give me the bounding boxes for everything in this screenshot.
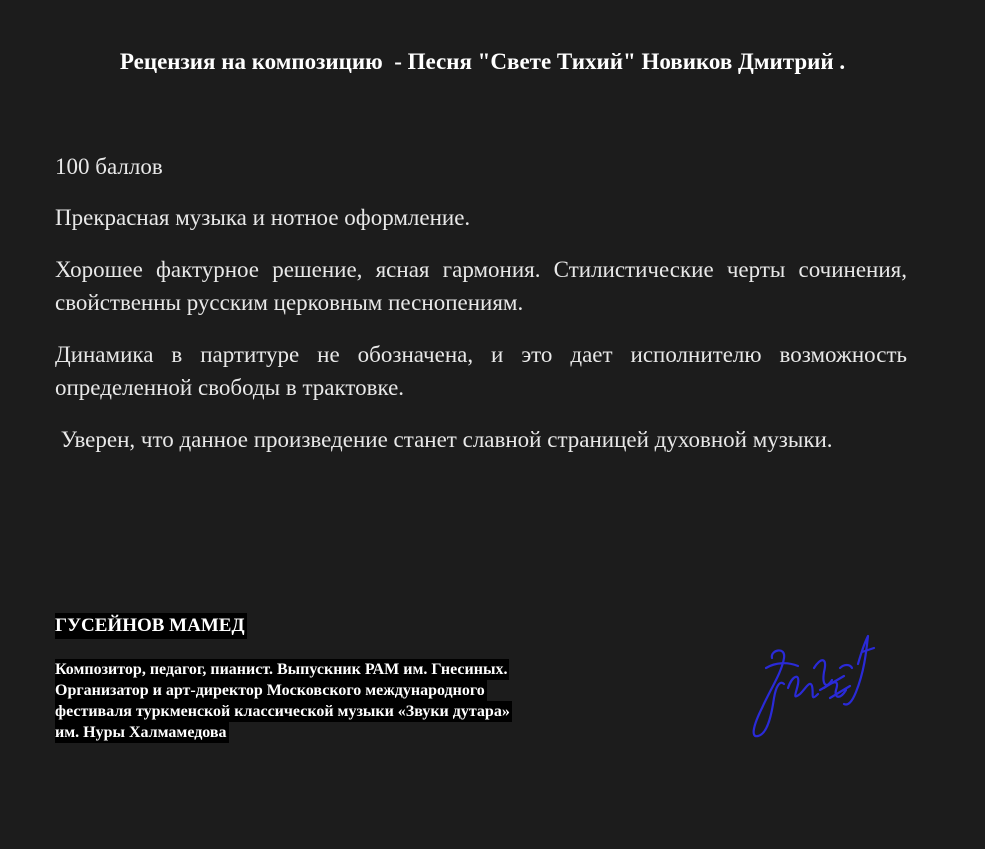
review-paragraph: Хорошее фактурное решение, ясная гармония. Стилистические черты сочинения, свойственны русским церковным песнопениям.: [55, 257, 907, 315]
review-title: Рецензия на композицию - Песня "Свете Тихий" Новиков Дмитрий .: [119, 49, 846, 74]
author-bio-line: им. Нуры Халмамедова: [55, 724, 227, 741]
author-name: ГУСЕЙНОВ МАМЕД: [55, 613, 247, 639]
author-block: [55, 613, 615, 743]
author-bio-line: Композитор, педагог, пианист. Выпускник РАМ им. Гнесиных.: [55, 661, 508, 678]
author-bio-line: фестиваля туркменской классической музыки «Звуки дутара»: [55, 703, 510, 720]
handwritten-signature: [740, 628, 890, 746]
review-body: [55, 150, 907, 475]
review-paragraph: Уверен, что данное произведение станет славной страницей духовной музыки.: [55, 427, 833, 452]
review-paragraph: Прекрасная музыка и нотное оформление.: [55, 205, 471, 230]
review-score: 100 баллов: [55, 154, 163, 179]
review-paragraph: Динамика в партитуре не обозначена, и это дает исполнителю возможность определенной свободы в трактовке.: [55, 342, 907, 400]
author-bio-line: Организатор и арт-директор Московского международного: [55, 682, 485, 699]
author-bio: [55, 659, 615, 743]
